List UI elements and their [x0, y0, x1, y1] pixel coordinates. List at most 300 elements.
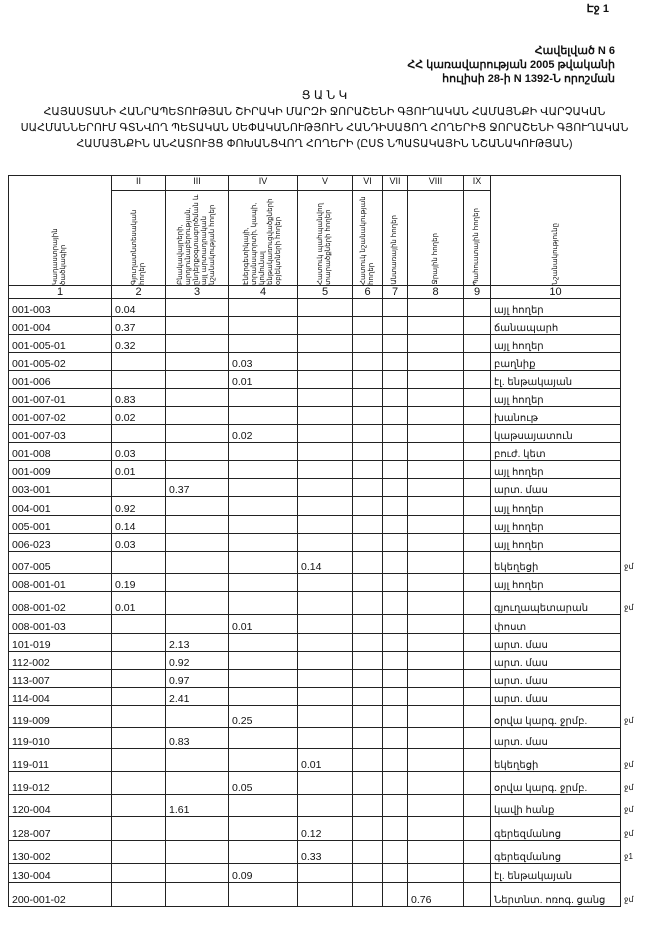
- roman-numeral: IV: [229, 176, 298, 191]
- table-row: [9, 817, 621, 841]
- area-value: [112, 728, 166, 749]
- cadastral-code: 001-003: [9, 299, 112, 317]
- area-value: [464, 552, 491, 574]
- area-value: [298, 574, 353, 592]
- column-number: 1: [9, 286, 112, 299]
- area-value: [383, 479, 408, 497]
- area-value: [298, 883, 353, 907]
- area-value: [166, 317, 229, 335]
- area-value: [383, 443, 408, 461]
- area-value: [464, 317, 491, 335]
- area-value: [298, 795, 353, 817]
- area-value: [464, 841, 491, 864]
- area-value: [229, 728, 298, 749]
- area-value: [464, 864, 491, 883]
- column-number: 10: [491, 286, 621, 299]
- cadastral-code: 112-002: [9, 652, 112, 670]
- area-value: [229, 652, 298, 670]
- area-value: [298, 497, 353, 516]
- area-value: [298, 728, 353, 749]
- area-value: [383, 497, 408, 516]
- area-value: [112, 817, 166, 841]
- area-value: 2.41: [166, 688, 229, 706]
- area-value: [383, 670, 408, 688]
- roman-numeral-row: [9, 176, 621, 191]
- area-value: [166, 749, 229, 772]
- area-value: [229, 883, 298, 907]
- area-value: [383, 652, 408, 670]
- area-value: [166, 574, 229, 592]
- area-value: [383, 883, 408, 907]
- column-header-label: Գյուղատնտեսական հողեր: [130, 209, 146, 285]
- table-row: [9, 592, 621, 615]
- purpose: այլ հողեր: [491, 497, 621, 516]
- cadastral-code: 001-005-01: [9, 335, 112, 353]
- table-row: [9, 795, 621, 817]
- area-value: [464, 772, 491, 795]
- area-value: [229, 443, 298, 461]
- table-row: [9, 516, 621, 534]
- area-value: [298, 592, 353, 615]
- area-value: [298, 353, 353, 371]
- cadastral-code: 120-004: [9, 795, 112, 817]
- area-value: [112, 864, 166, 883]
- column-number: 3: [166, 286, 229, 299]
- table-row: [9, 389, 621, 407]
- area-value: [166, 534, 229, 552]
- table-row: [9, 883, 621, 907]
- area-value: [353, 634, 383, 652]
- area-value: [464, 299, 491, 317]
- area-value: [353, 317, 383, 335]
- column-number: 9: [464, 286, 491, 299]
- area-value: [353, 883, 383, 907]
- area-value: 0.92: [112, 497, 166, 516]
- area-value: [298, 534, 353, 552]
- area-value: [408, 516, 464, 534]
- table-row: [9, 615, 621, 634]
- purpose: այլ հողեր: [491, 516, 621, 534]
- area-value: [383, 461, 408, 479]
- area-value: [408, 443, 464, 461]
- area-value: [383, 706, 408, 728]
- area-value: [464, 883, 491, 907]
- cadastral-code: 008-001-03: [9, 615, 112, 634]
- purpose: եկեղեցի: [491, 749, 621, 772]
- area-value: [166, 552, 229, 574]
- cadastral-code: 001-007-03: [9, 425, 112, 443]
- column-header: [491, 176, 621, 286]
- area-value: [229, 552, 298, 574]
- area-value: [464, 353, 491, 371]
- column-header-label: Բնակավայրերի, արդյունաբերության, ընդերքօգտագործման և այլ արտադրական նշանակության հողեր: [177, 194, 216, 285]
- area-value: [229, 574, 298, 592]
- area-value: [229, 592, 298, 615]
- area-value: [229, 407, 298, 425]
- area-value: [298, 634, 353, 652]
- area-value: [229, 795, 298, 817]
- area-value: 0.14: [298, 552, 353, 574]
- column-header-label: Հատուկ պահպանվող տարածքների հողեր: [317, 203, 332, 285]
- margin-mark: ջմ: [624, 894, 634, 904]
- area-value: [298, 335, 353, 353]
- column-header: [464, 191, 491, 286]
- purpose: օրվա կարգ. ջրմբ.: [491, 706, 621, 728]
- area-value: [464, 497, 491, 516]
- column-header-label: Նշանակությունը: [551, 222, 559, 285]
- area-value: [166, 864, 229, 883]
- roman-numeral: II: [112, 176, 166, 191]
- cadastral-code: 119-010: [9, 728, 112, 749]
- area-value: [298, 615, 353, 634]
- area-value: [408, 353, 464, 371]
- area-value: 0.01: [298, 749, 353, 772]
- table-row: [9, 864, 621, 883]
- area-value: [298, 425, 353, 443]
- purpose: արտ. մաս: [491, 479, 621, 497]
- area-value: [383, 425, 408, 443]
- area-value: 0.92: [166, 652, 229, 670]
- page-number: Էջ 1: [586, 3, 609, 15]
- table-row: [9, 574, 621, 592]
- area-value: [383, 841, 408, 864]
- cadastral-code: 001-005-02: [9, 353, 112, 371]
- area-value: [298, 461, 353, 479]
- area-value: 0.14: [112, 516, 166, 534]
- purpose: փոստ: [491, 615, 621, 634]
- column-header: [298, 191, 353, 286]
- annex-line-2: ՀՀ կառավարության 2005 թվականի: [407, 59, 615, 71]
- area-value: [408, 615, 464, 634]
- area-value: [353, 841, 383, 864]
- area-value: 0.97: [166, 670, 229, 688]
- area-value: [464, 728, 491, 749]
- area-value: [112, 479, 166, 497]
- area-value: [298, 772, 353, 795]
- area-value: [298, 706, 353, 728]
- column-header-label: Էներգետիկայի, տրանսպորտի, կապի, կոմունալ ենթակառուցվածքների օբյեկտների հողեր: [243, 198, 282, 285]
- roman-numeral: III: [166, 176, 229, 191]
- cadastral-code: 008-001-01: [9, 574, 112, 592]
- area-value: [464, 652, 491, 670]
- area-value: [229, 534, 298, 552]
- area-value: [229, 389, 298, 407]
- table-row: [9, 407, 621, 425]
- area-value: [353, 389, 383, 407]
- cadastral-code: 008-001-02: [9, 592, 112, 615]
- area-value: 0.33: [298, 841, 353, 864]
- purpose: այլ հողեր: [491, 574, 621, 592]
- area-value: [383, 299, 408, 317]
- area-value: [298, 652, 353, 670]
- area-value: [353, 652, 383, 670]
- area-value: [464, 425, 491, 443]
- table-row: [9, 688, 621, 706]
- purpose: էլ. ենթակայան: [491, 864, 621, 883]
- area-value: [408, 389, 464, 407]
- cadastral-code: 119-012: [9, 772, 112, 795]
- cadastral-code: 200-001-02: [9, 883, 112, 907]
- area-value: 0.01: [229, 615, 298, 634]
- purpose: այլ հողեր: [491, 299, 621, 317]
- area-value: [408, 634, 464, 652]
- area-value: [353, 371, 383, 389]
- area-value: [112, 841, 166, 864]
- purpose: ճանապարհ: [491, 317, 621, 335]
- area-value: [383, 749, 408, 772]
- area-value: [353, 552, 383, 574]
- cadastral-code: 004-001: [9, 497, 112, 516]
- area-value: [353, 335, 383, 353]
- area-value: [408, 299, 464, 317]
- area-value: [298, 371, 353, 389]
- area-value: [112, 670, 166, 688]
- purpose: եկեղեցի: [491, 552, 621, 574]
- land-table: [8, 175, 621, 907]
- area-value: 0.37: [112, 317, 166, 335]
- table-row: [9, 479, 621, 497]
- area-value: [353, 817, 383, 841]
- area-value: [464, 407, 491, 425]
- area-value: [166, 841, 229, 864]
- area-value: [166, 425, 229, 443]
- cadastral-code: 001-004: [9, 317, 112, 335]
- area-value: [229, 479, 298, 497]
- column-header-label: Ջրային հողեր: [431, 233, 439, 285]
- area-value: [166, 817, 229, 841]
- area-value: [112, 371, 166, 389]
- area-value: [464, 795, 491, 817]
- area-value: [464, 443, 491, 461]
- cadastral-code: 006-023: [9, 534, 112, 552]
- column-header: [353, 191, 383, 286]
- table-row: [9, 353, 621, 371]
- area-value: 0.04: [112, 299, 166, 317]
- area-value: [166, 772, 229, 795]
- area-value: [112, 615, 166, 634]
- area-value: 0.12: [298, 817, 353, 841]
- margin-mark: ջ1: [624, 851, 633, 861]
- cadastral-code: 001-008: [9, 443, 112, 461]
- area-value: [353, 425, 383, 443]
- area-value: [353, 443, 383, 461]
- purpose: կավի հանք: [491, 795, 621, 817]
- column-number-row: [9, 286, 621, 299]
- area-value: [408, 592, 464, 615]
- area-value: [383, 407, 408, 425]
- area-value: 2.13: [166, 634, 229, 652]
- area-value: [166, 461, 229, 479]
- margin-mark: ջմ: [624, 804, 634, 814]
- purpose: գերեզմանոց: [491, 841, 621, 864]
- area-value: [353, 574, 383, 592]
- area-value: [464, 706, 491, 728]
- area-value: [353, 706, 383, 728]
- column-header: [166, 191, 229, 286]
- area-value: [464, 461, 491, 479]
- area-value: [408, 670, 464, 688]
- cadastral-code: 001-007-01: [9, 389, 112, 407]
- area-value: [112, 772, 166, 795]
- area-value: [166, 497, 229, 516]
- area-value: 0.01: [112, 461, 166, 479]
- area-value: [353, 497, 383, 516]
- column-number: 5: [298, 286, 353, 299]
- cadastral-code: 130-002: [9, 841, 112, 864]
- area-value: [464, 371, 491, 389]
- area-value: [353, 864, 383, 883]
- area-value: 0.09: [229, 864, 298, 883]
- table-row: [9, 534, 621, 552]
- roman-numeral: IX: [464, 176, 491, 191]
- margin-mark: ջմ: [624, 759, 634, 769]
- area-value: [112, 652, 166, 670]
- area-value: [408, 652, 464, 670]
- area-value: 0.01: [229, 371, 298, 389]
- table-row: [9, 670, 621, 688]
- table-row: [9, 425, 621, 443]
- column-header-label: Անտառային հողեր: [391, 215, 398, 285]
- area-value: [464, 479, 491, 497]
- area-value: [229, 749, 298, 772]
- area-value: [408, 461, 464, 479]
- table-row: [9, 461, 621, 479]
- area-value: [383, 817, 408, 841]
- area-value: [383, 772, 408, 795]
- area-value: [229, 841, 298, 864]
- area-value: [408, 425, 464, 443]
- area-value: [166, 592, 229, 615]
- purpose: կաթսայատուն: [491, 425, 621, 443]
- area-value: [353, 670, 383, 688]
- area-value: [383, 615, 408, 634]
- area-value: [298, 864, 353, 883]
- area-value: [408, 317, 464, 335]
- column-header: [229, 191, 298, 286]
- area-value: 0.03: [112, 443, 166, 461]
- area-value: [383, 389, 408, 407]
- area-value: [166, 353, 229, 371]
- area-value: 0.02: [112, 407, 166, 425]
- purpose: բուժ. կետ: [491, 443, 621, 461]
- cadastral-code: 128-007: [9, 817, 112, 841]
- area-value: [112, 552, 166, 574]
- area-value: [383, 864, 408, 883]
- area-value: 0.37: [166, 479, 229, 497]
- area-value: [112, 749, 166, 772]
- column-header-label: Պահուստային հողեր: [473, 207, 480, 285]
- column-number: 2: [112, 286, 166, 299]
- area-value: [298, 688, 353, 706]
- purpose: արտ. մաս: [491, 688, 621, 706]
- area-value: [298, 389, 353, 407]
- roman-numeral: VIII: [408, 176, 464, 191]
- area-value: [353, 749, 383, 772]
- cadastral-code: 101-019: [9, 634, 112, 652]
- purpose: գերեզմանոց: [491, 817, 621, 841]
- area-value: [408, 795, 464, 817]
- area-value: [112, 688, 166, 706]
- column-number: 7: [383, 286, 408, 299]
- purpose: խանութ: [491, 407, 621, 425]
- area-value: [464, 592, 491, 615]
- area-value: [383, 728, 408, 749]
- area-value: [353, 407, 383, 425]
- area-value: [229, 817, 298, 841]
- area-value: [353, 353, 383, 371]
- area-value: 0.83: [166, 728, 229, 749]
- area-value: [353, 479, 383, 497]
- column-header: [408, 191, 464, 286]
- column-number: 6: [353, 286, 383, 299]
- area-value: [298, 516, 353, 534]
- area-value: 0.83: [112, 389, 166, 407]
- purpose: արտ. մաս: [491, 652, 621, 670]
- area-value: [166, 883, 229, 907]
- table-row: [9, 706, 621, 728]
- table-row: [9, 371, 621, 389]
- area-value: [464, 688, 491, 706]
- area-value: [383, 534, 408, 552]
- column-header-label: Կադաստրային ծածկագիր: [52, 228, 67, 285]
- area-value: 0.76: [408, 883, 464, 907]
- column-header-label: Հատուկ նշանակության հողեր: [359, 196, 375, 285]
- area-value: [166, 615, 229, 634]
- column-number: 8: [408, 286, 464, 299]
- area-value: [112, 706, 166, 728]
- area-value: [298, 670, 353, 688]
- document-subtitle: ՀԱՅԱՍՏԱՆԻ ՀԱՆՐԱՊԵՏՈՒԹՅԱՆ ՇԻՐԱԿԻ ՄԱՐԶԻ ՋՈՐԱՇԵՆԻ ԳՅՈՒՂԱԿԱՆ ՀԱՄԱՅՆՔԻ ՎԱՐՉԱԿԱՆ ՍԱՀՄԱՆՆԵՐՈՒՄ ԳՏՆՎՈՂ ՊԵՏԱԿԱՆ ՍԵՓԱԿԱՆՈՒԹՅՈՒՆ ՀԱՆԴԻՍԱՑՈՂ ՀՈՂԵՐԻՑ ՋՈՐԱՇԵՆԻ ԳՅՈՒՂԱԿԱՆ ՀԱՄԱՅՆՔԻՆ ԱՆՀԱՏՈՒՅՑ ՓՈԽԱՆՑՎՈՂ ՀՈՂԵՐԻ (ԸՍՏ ՆՊԱՏԱԿԱՅԻՆ ՆՇԱՆԱԿՈՒԹՅԱՆ): [20, 106, 629, 150]
- table-row: [9, 497, 621, 516]
- purpose: օրվա կարգ. ջրմբ.: [491, 772, 621, 795]
- area-value: [464, 335, 491, 353]
- purpose: բաղնիք: [491, 353, 621, 371]
- cadastral-code: 119-011: [9, 749, 112, 772]
- area-value: [383, 795, 408, 817]
- area-value: [166, 389, 229, 407]
- table-row: [9, 552, 621, 574]
- area-value: [408, 817, 464, 841]
- area-value: 0.25: [229, 706, 298, 728]
- cadastral-code: 007-005: [9, 552, 112, 574]
- area-value: [383, 371, 408, 389]
- area-value: [166, 706, 229, 728]
- area-value: [464, 817, 491, 841]
- area-value: [408, 706, 464, 728]
- area-value: [464, 670, 491, 688]
- area-value: [353, 728, 383, 749]
- area-value: [112, 353, 166, 371]
- cadastral-code: 001-006: [9, 371, 112, 389]
- area-value: [408, 371, 464, 389]
- area-value: [298, 407, 353, 425]
- area-value: [353, 688, 383, 706]
- table-row: [9, 443, 621, 461]
- area-value: [112, 883, 166, 907]
- table-row: [9, 749, 621, 772]
- annex-line-3: հուլիսի 28-ի N 1392-Ն որոշման: [442, 73, 615, 85]
- area-value: [464, 516, 491, 534]
- area-value: 0.32: [112, 335, 166, 353]
- area-value: [353, 592, 383, 615]
- area-value: [408, 552, 464, 574]
- roman-numeral: VII: [383, 176, 408, 191]
- area-value: 0.02: [229, 425, 298, 443]
- cadastral-code: 114-004: [9, 688, 112, 706]
- area-value: [383, 574, 408, 592]
- area-value: [408, 841, 464, 864]
- table-row: [9, 841, 621, 864]
